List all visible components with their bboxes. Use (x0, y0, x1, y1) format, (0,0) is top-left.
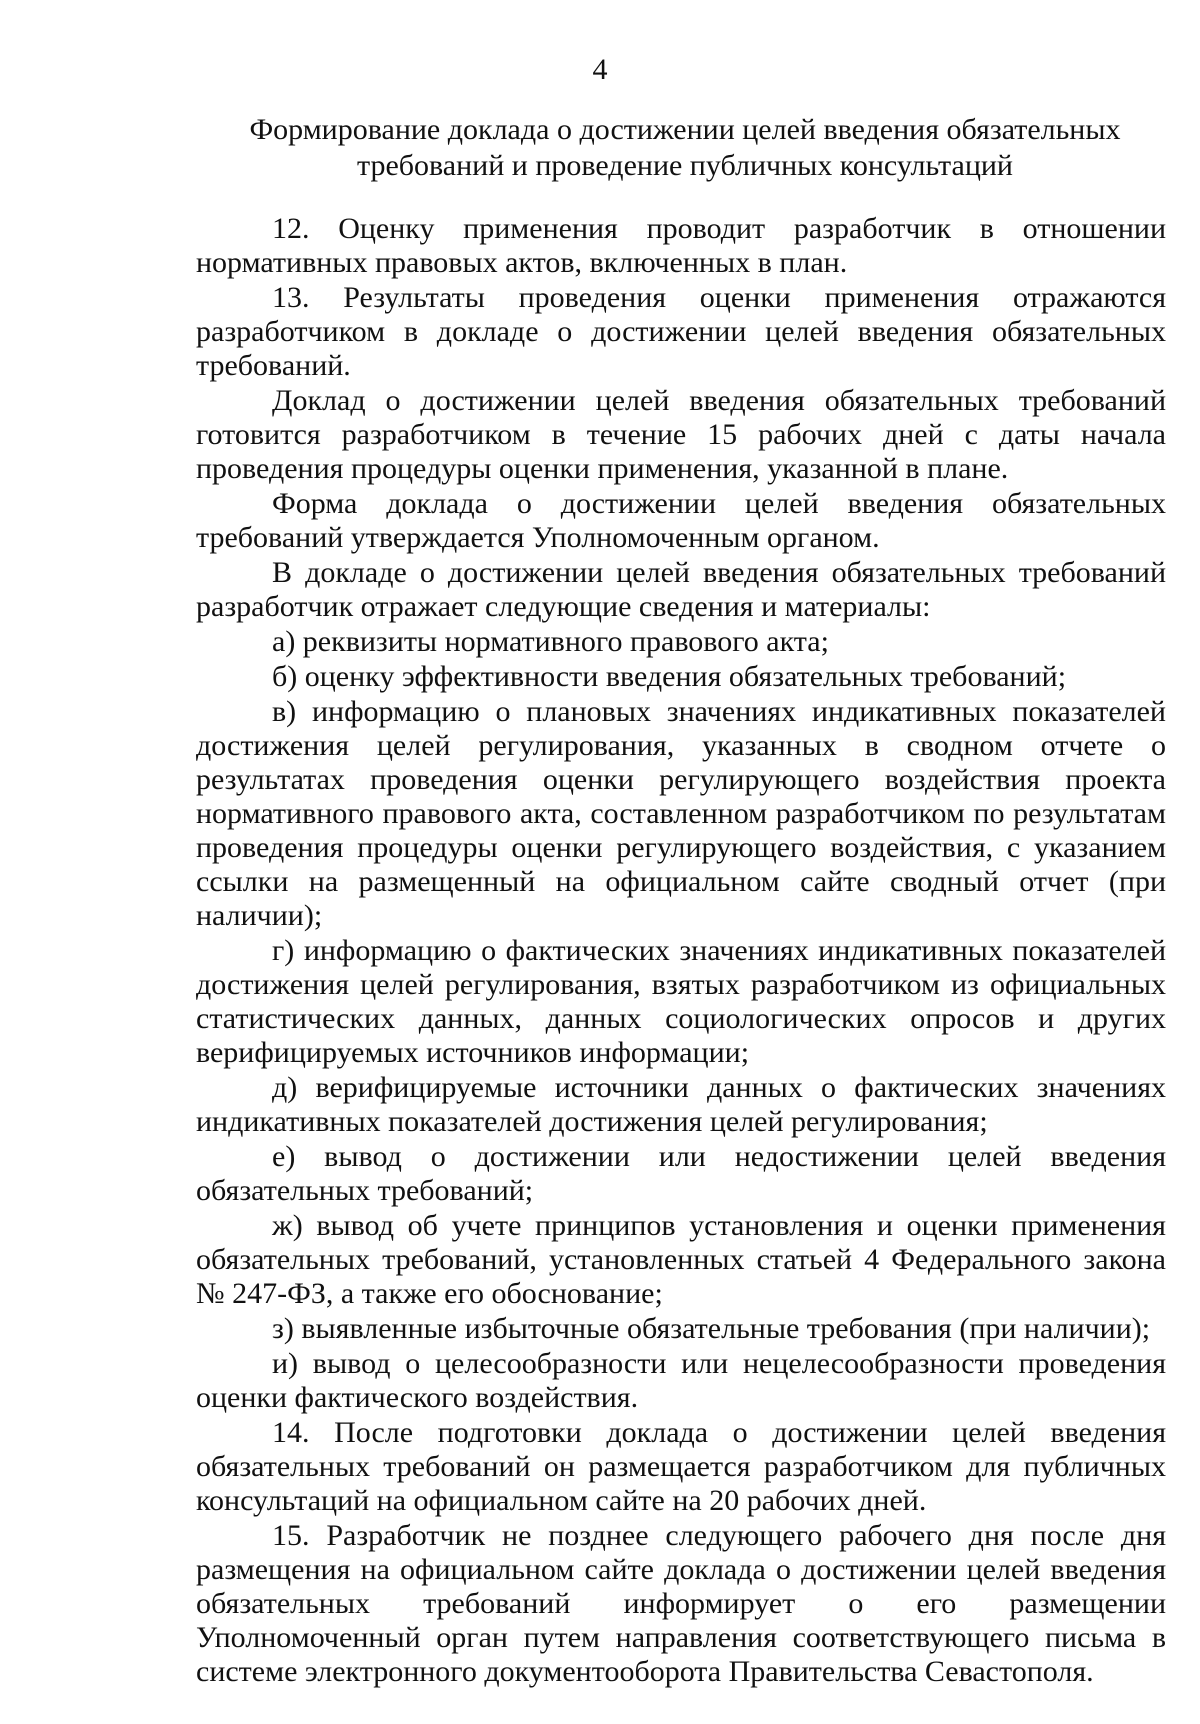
list-item-g: г) информацию о фактических значениях индикативных показателей достижения целей регулирования, взятых разработчиком из официальных статистических данных, данных социологических опросов и других верифицируемых источников информации; (196, 934, 1166, 1069)
paragraph-15: 15. Разработчик не позднее следующего рабочего дня после дня размещения на официальном сайте доклада о достижении целей введения обязательных требований информирует о его размещении Уполномоченный орган путем направления соответствующего письма в системе электронного документооборота Правительства Севастополя. (196, 1519, 1166, 1688)
list-item-b: б) оценку эффективности введения обязательных требований; (272, 660, 1067, 693)
list-item-v: в) информацию о плановых значениях индикативных показателей достижения целей регулирования, указанных в сводном отчете о результатах проведения оценки регулирующего воздействия проекта нормативного правового акта, составленном разработчиком по результатам проведения процедуры оценки регулирующего воздействия, с указанием ссылки на размещенный на официальном сайте сводный отчет (при наличии); (196, 695, 1166, 932)
paragraph-13: 13. Результаты проведения оценки применения отражаются разработчиком в докладе о достижении целей введения обязательных требований. (196, 281, 1166, 382)
paragraph-report-deadline: Доклад о достижении целей введения обязательных требований готовится разработчиком в течение 15 рабочих дней с даты начала проведения процедуры оценки применения, указанной в плане. (196, 384, 1166, 485)
paragraph-14: 14. После подготовки доклада о достижении целей введения обязательных требований он размещается разработчиком для публичных консультаций на официальном сайте на 20 рабочих дней. (196, 1416, 1166, 1517)
heading-line-1: Формирование доклада о достижении целей введения обязательных (249, 113, 1121, 146)
paragraph-report-contents: В докладе о достижении целей введения обязательных требований разработчик отражает следующие сведения и материалы: (196, 556, 1166, 623)
list-item-d: д) верифицируемые источники данных о фактических значениях индикативных показателей достижения целей регулирования; (196, 1071, 1166, 1138)
paragraph-12: 12. Оценку применения проводит разработчик в отношении нормативных правовых актов, включенных в план. (196, 212, 1166, 279)
heading-line-2: требований и проведение публичных консультаций (356, 149, 1013, 182)
list-item-zh: ж) вывод об учете принципов установления и оценки применения обязательных требований, установленных статьей 4 Федерального закона № 247-ФЗ, а также его обоснование; (196, 1209, 1166, 1310)
list-item-z: з) выявленные избыточные обязательные требования (при наличии); (272, 1312, 1151, 1345)
paragraph-report-form: Форма доклада о достижении целей введения обязательных требований утверждается Уполномоченным органом. (196, 487, 1166, 554)
list-item-a: а) реквизиты нормативного правового акта; (272, 625, 829, 658)
list-item-i: и) вывод о целесообразности или нецелесообразности проведения оценки фактического воздействия. (196, 1347, 1166, 1414)
page-number: 4 (592, 53, 608, 86)
document-body (196, 212, 1166, 1690)
list-item-e: е) вывод о достижении или недостижении целей введения обязательных требований; (196, 1140, 1166, 1207)
section-heading (190, 112, 1180, 184)
